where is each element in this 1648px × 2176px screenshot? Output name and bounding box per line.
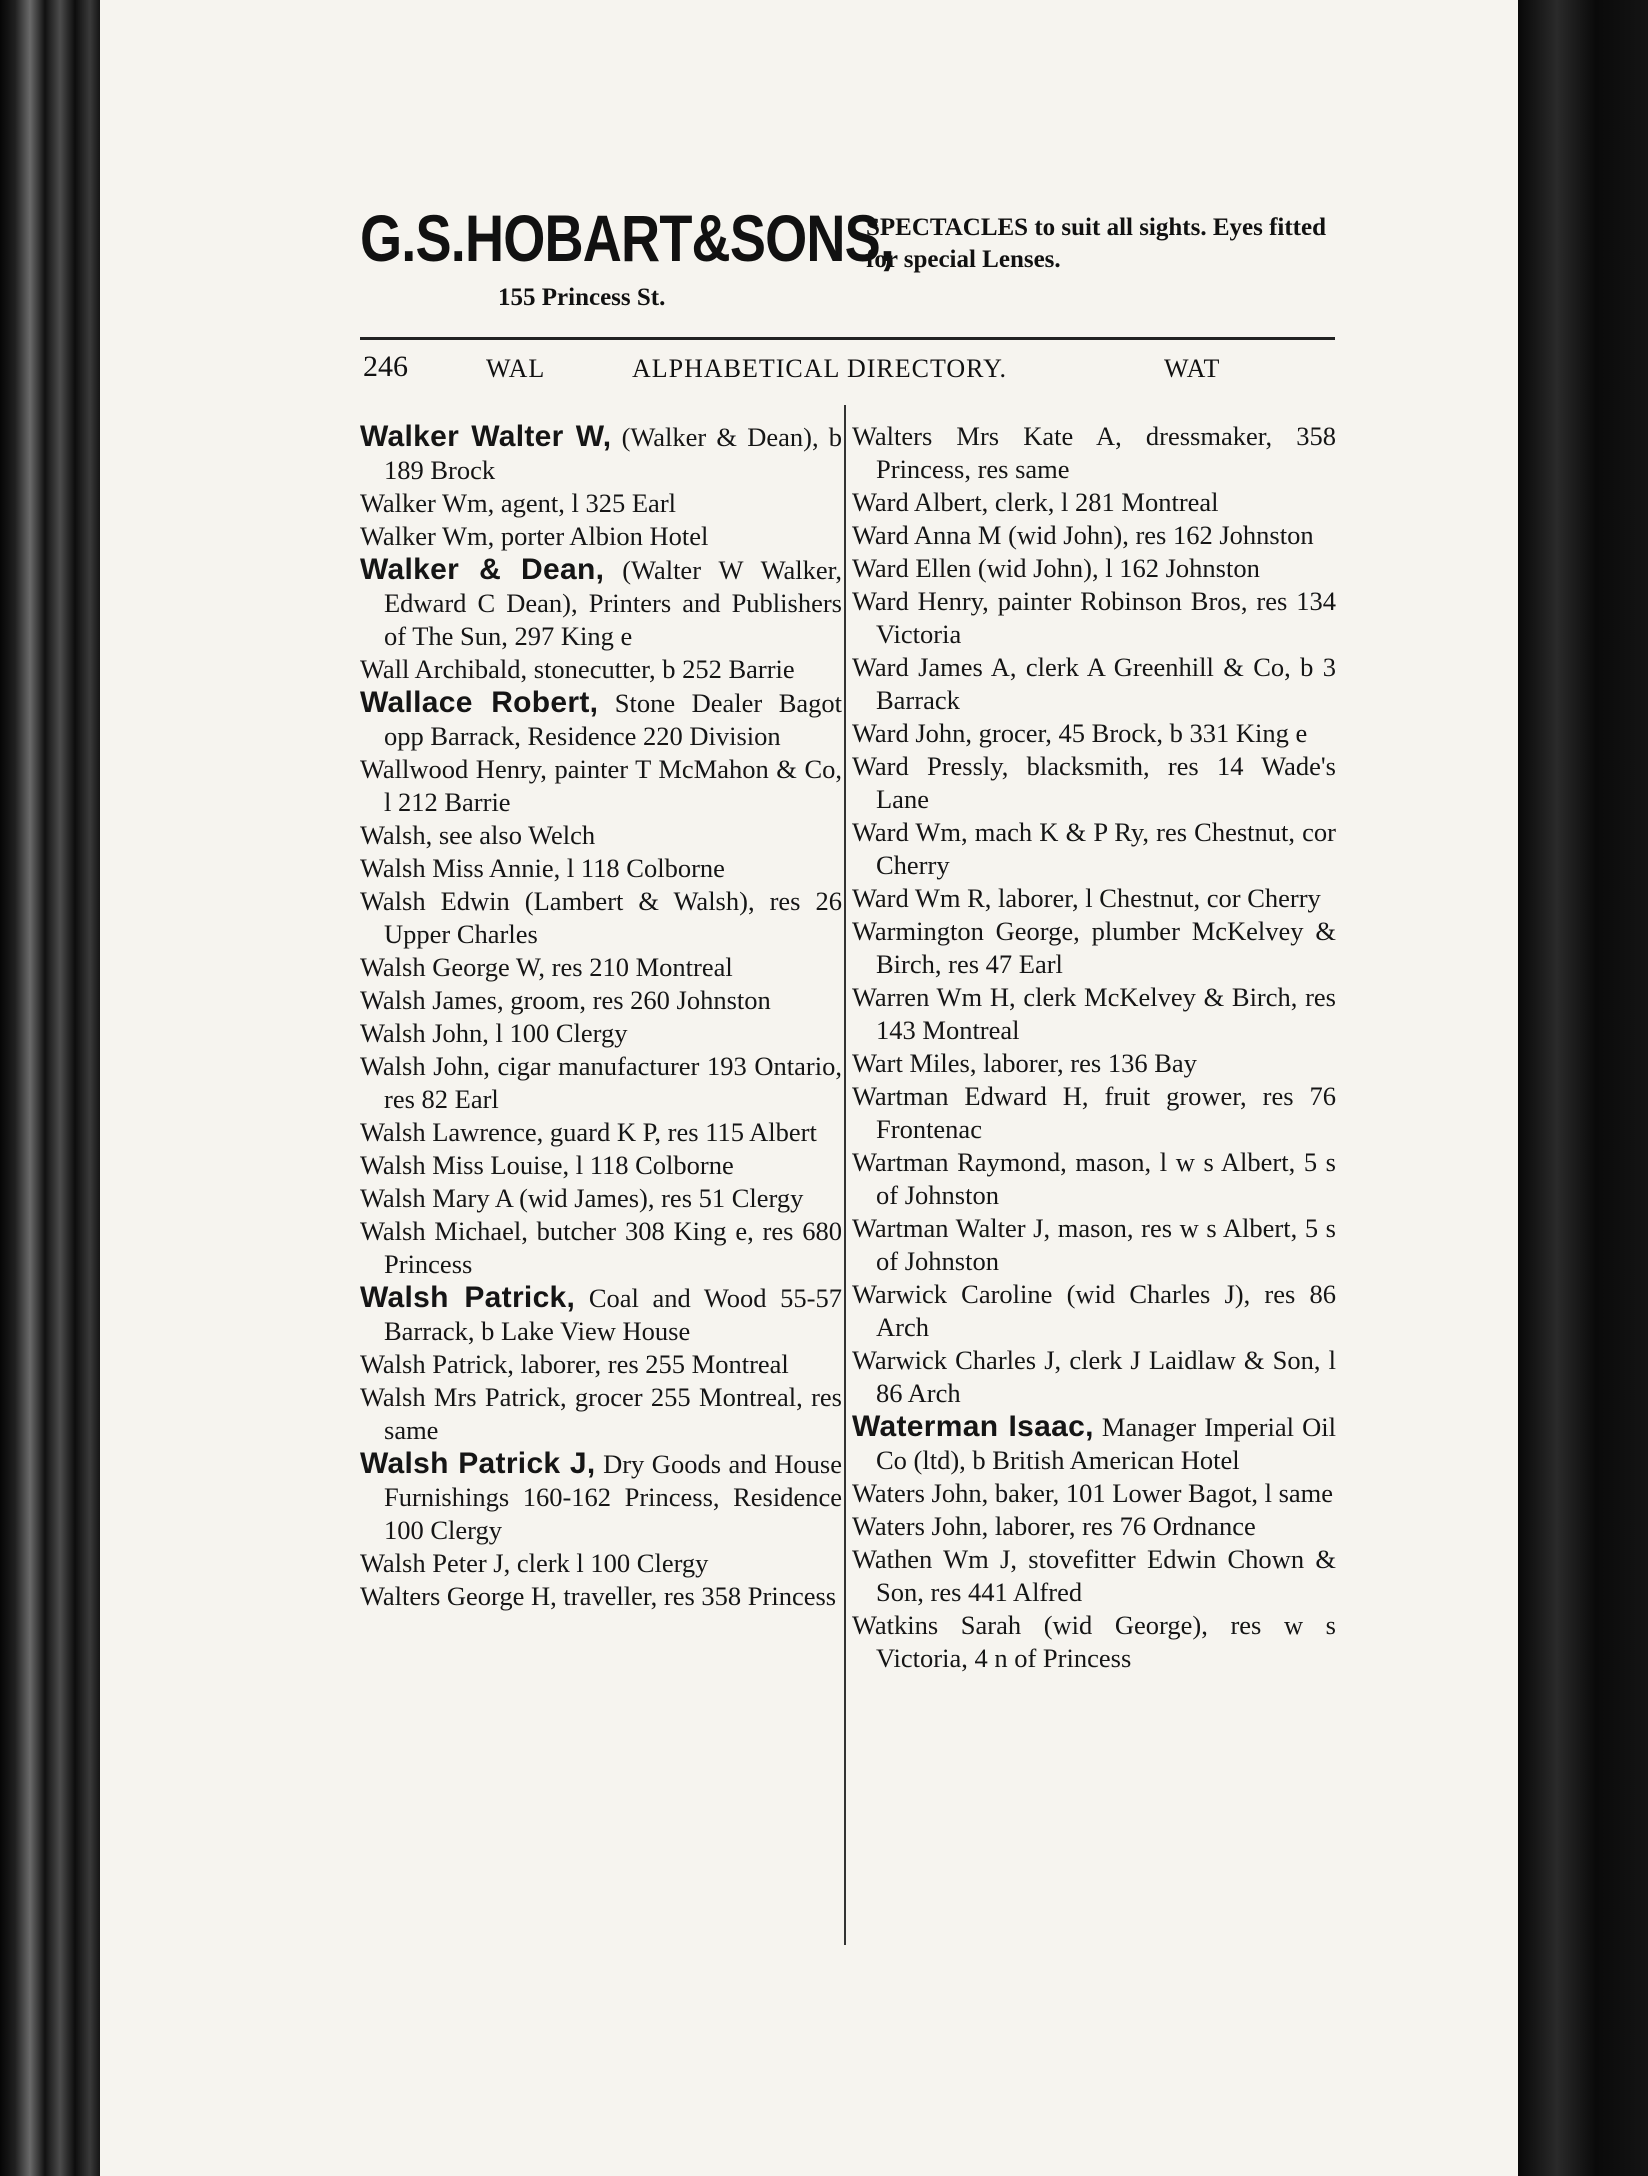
directory-entry xyxy=(360,951,842,984)
entry-text: Manager Imperial Oil Co (ltd), b British American Hotel xyxy=(876,1412,1336,1475)
entry-text: Warmington George, plumber McKelvey & Birch, res 47 Earl xyxy=(852,916,1336,979)
directory-entry xyxy=(852,816,1336,882)
entry-text: Walsh Miss Annie, l 118 Colborne xyxy=(360,853,725,883)
entry-text: Walters George H, traveller, res 358 Princess xyxy=(360,1581,837,1611)
entry-text: Walsh Mary A (wid James), res 51 Clergy xyxy=(360,1183,804,1213)
directory-entry xyxy=(360,1580,842,1613)
directory-entry xyxy=(852,585,1336,651)
directory-entry xyxy=(360,753,842,819)
directory-entry xyxy=(360,1348,842,1381)
entry-text: Wathen Wm J, stovefitter Edwin Chown & Son, res 441 Alfred xyxy=(852,1544,1336,1607)
directory-entry xyxy=(360,984,842,1017)
entry-text: Ward Wm R, laborer, l Chestnut, cor Cherry xyxy=(852,883,1321,913)
directory-entry xyxy=(360,1050,842,1116)
directory-entry xyxy=(360,1281,842,1348)
entry-bold-name: Waterman Isaac, xyxy=(852,1410,1094,1443)
directory-entry xyxy=(852,717,1336,750)
entry-text: Warwick Charles J, clerk J Laidlaw & Son, l 86 Arch xyxy=(852,1345,1336,1408)
entry-text: Wall Archibald, stonecutter, b 252 Barrie xyxy=(360,654,795,684)
directory-entry xyxy=(852,1212,1336,1278)
entry-text: Waters John, baker, 101 Lower Bagot, l same xyxy=(852,1478,1334,1508)
directory-entry xyxy=(360,487,842,520)
directory-entry xyxy=(360,1182,842,1215)
entry-text: Walsh, see also Welch xyxy=(360,820,596,850)
running-head-right: WAT xyxy=(1164,354,1221,383)
directory-entry xyxy=(360,1215,842,1281)
entry-text: Warren Wm H, clerk McKelvey & Birch, res 143 Montreal xyxy=(852,982,1336,1045)
directory-entry xyxy=(852,1609,1336,1675)
entry-bold-name: Walker Walter W, xyxy=(360,420,612,453)
directory-entry xyxy=(852,651,1336,717)
directory-entry xyxy=(360,1149,842,1182)
directory-entry xyxy=(852,519,1336,552)
entry-text: (Walker & Dean), b 189 Brock xyxy=(384,422,842,485)
entry-bold-name: Walker & Dean, xyxy=(360,553,605,586)
entry-text: Walsh Lawrence, guard K P, res 115 Albert xyxy=(360,1117,817,1147)
directory-entry xyxy=(360,819,842,852)
entry-text: Waters John, laborer, res 76 Ordnance xyxy=(852,1511,1256,1541)
entry-bold-name: Wallace Robert, xyxy=(360,686,599,719)
running-head-left: WAL xyxy=(486,354,546,383)
entry-text: Ward Pressly, blacksmith, res 14 Wade's Lane xyxy=(852,751,1336,814)
entry-text: Stone Dealer Bagot opp Barrack, Residence 220 Division xyxy=(384,688,842,751)
advertisement-tagline: SPECTACLES to suit all sights. Eyes fitted for special Lenses. xyxy=(866,214,1327,273)
directory-entry xyxy=(852,486,1336,519)
directory-entry xyxy=(360,1116,842,1149)
entry-text: Warwick Caroline (wid Charles J), res 86 Arch xyxy=(852,1279,1336,1342)
entry-text: Walters Mrs Kate A, dressmaker, 358 Princess, res same xyxy=(852,421,1336,484)
entry-text: Ward Wm, mach K & P Ry, res Chestnut, cor Cherry xyxy=(852,817,1336,880)
entry-text: Wart Miles, laborer, res 136 Bay xyxy=(852,1048,1197,1078)
directory-entry xyxy=(360,553,842,653)
entry-text: Walsh John, cigar manufacturer 193 Ontario, res 82 Earl xyxy=(360,1051,842,1114)
entry-text: Walsh Miss Louise, l 118 Colborne xyxy=(360,1150,734,1180)
header-rule xyxy=(360,337,1335,340)
directory-entry xyxy=(852,981,1336,1047)
entry-text: Walsh James, groom, res 260 Johnston xyxy=(360,985,771,1015)
entry-text: Ward Albert, clerk, l 281 Montreal xyxy=(852,487,1219,517)
entry-text: Ward James A, clerk A Greenhill & Co, b 3 Barrack xyxy=(852,652,1336,715)
column-divider xyxy=(844,405,846,1945)
directory-entry xyxy=(360,1447,842,1547)
entry-text: Ward Ellen (wid John), l 162 Johnston xyxy=(852,553,1260,583)
directory-entry xyxy=(852,750,1336,816)
directory-entry xyxy=(360,1017,842,1050)
entry-text: Wartman Edward H, fruit grower, res 76 Frontenac xyxy=(852,1081,1336,1144)
advertisement-firm-name: G.S.HOBART&SONS, xyxy=(360,201,895,275)
entry-text: Ward Anna M (wid John), res 162 Johnston xyxy=(852,520,1314,550)
directory-column-left xyxy=(360,420,842,1613)
directory-entry xyxy=(852,882,1336,915)
directory-entry xyxy=(852,1080,1336,1146)
directory-entry xyxy=(852,1543,1336,1609)
entry-text: Wartman Walter J, mason, res w s Albert, 5 s of Johnston xyxy=(852,1213,1336,1276)
entry-text: Coal and Wood 55-57 Barrack, b Lake View House xyxy=(384,1283,842,1346)
entry-text: Watkins Sarah (wid George), res w s Victoria, 4 n of Princess xyxy=(852,1610,1336,1673)
directory-entry xyxy=(852,1278,1336,1344)
entry-text: (Walter W Walker, Edward C Dean), Printers and Publishers of The Sun, 297 King e xyxy=(384,555,843,651)
entry-text: Walsh George W, res 210 Montreal xyxy=(360,952,733,982)
entry-text: Walker Wm, porter Albion Hotel xyxy=(360,521,709,551)
directory-entry xyxy=(360,520,842,553)
entry-text: Walsh Michael, butcher 308 King e, res 680 Princess xyxy=(360,1216,842,1279)
page-number: 246 xyxy=(363,350,408,383)
advertisement-address: 155 Princess St. xyxy=(498,284,666,311)
directory-entry xyxy=(360,686,842,753)
entry-text: Dry Goods and House Furnishings 160-162 Princess, Residence 100 Clergy xyxy=(384,1449,842,1545)
directory-entry xyxy=(852,1510,1336,1543)
entry-text: Walsh Mrs Patrick, grocer 255 Montreal, res same xyxy=(360,1382,842,1445)
directory-entry xyxy=(360,1381,842,1447)
entry-text: Ward John, grocer, 45 Brock, b 331 King e xyxy=(852,718,1308,748)
directory-entry xyxy=(360,653,842,686)
directory-entry xyxy=(852,1477,1336,1510)
entry-text: Walsh Patrick, laborer, res 255 Montreal xyxy=(360,1349,789,1379)
entry-text: Walker Wm, agent, l 325 Earl xyxy=(360,488,677,518)
entry-text: Walsh John, l 100 Clergy xyxy=(360,1018,628,1048)
entry-bold-name: Walsh Patrick, xyxy=(360,1281,576,1314)
directory-entry xyxy=(852,1410,1336,1477)
entry-text: Ward Henry, painter Robinson Bros, res 134 Victoria xyxy=(852,586,1336,649)
directory-column-right xyxy=(852,420,1336,1675)
directory-entry xyxy=(360,1547,842,1580)
directory-entry xyxy=(360,885,842,951)
entry-bold-name: Walsh Patrick J, xyxy=(360,1447,596,1480)
directory-entry xyxy=(852,1146,1336,1212)
directory-entry xyxy=(852,1344,1336,1410)
running-head-title: ALPHABETICAL DIRECTORY. xyxy=(632,354,1007,383)
directory-entry xyxy=(852,552,1336,585)
directory-entry xyxy=(852,915,1336,981)
directory-entry xyxy=(852,420,1336,486)
directory-entry xyxy=(360,420,842,487)
directory-entry xyxy=(360,852,842,885)
entry-text: Walsh Peter J, clerk l 100 Clergy xyxy=(360,1548,709,1578)
entry-text: Wartman Raymond, mason, l w s Albert, 5 s of Johnston xyxy=(852,1147,1336,1210)
entry-text: Wallwood Henry, painter T McMahon & Co, l 212 Barrie xyxy=(360,754,842,817)
directory-entry xyxy=(852,1047,1336,1080)
facing-page-edge xyxy=(1518,0,1648,2176)
book-binding-edge xyxy=(0,0,100,2176)
entry-text: Walsh Edwin (Lambert & Walsh), res 26 Upper Charles xyxy=(360,886,842,949)
